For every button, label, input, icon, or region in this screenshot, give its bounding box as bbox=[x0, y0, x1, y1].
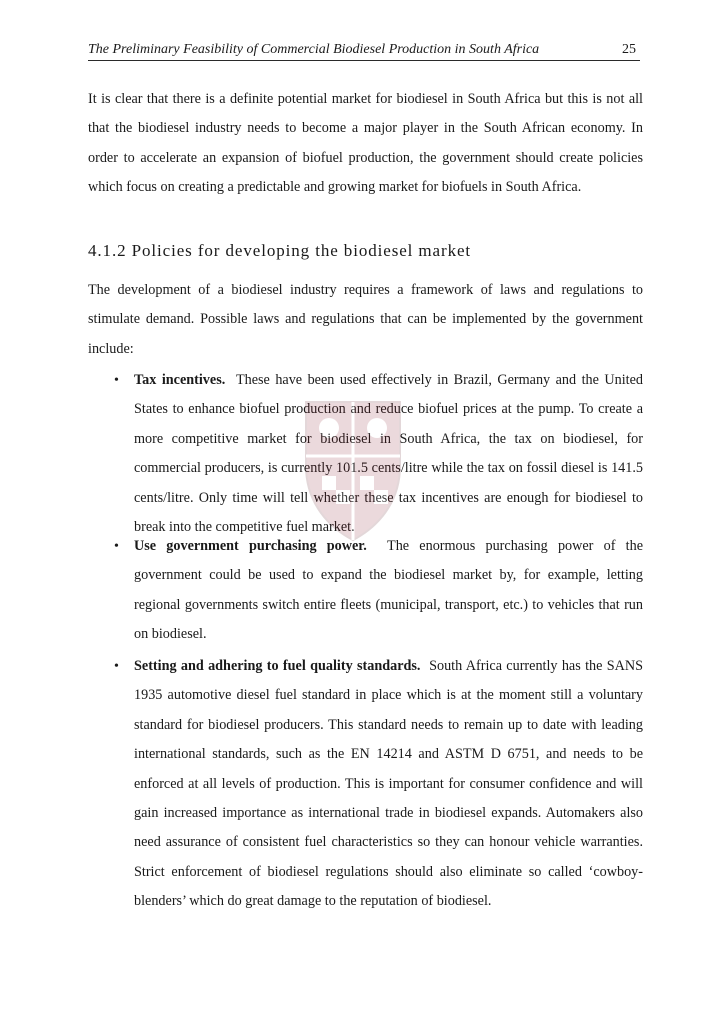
section-paragraph: The development of a biodiesel industry requires a framework of laws and regulations to stimulate demand. Possible laws and regulations that can be implemented by the government include: bbox=[88, 282, 643, 357]
list-item-text bbox=[134, 652, 643, 917]
bullet-icon: • bbox=[114, 659, 119, 674]
bullet-icon: • bbox=[114, 373, 119, 388]
list-item-body: These have been used effectively in Brazil, Germany and the United States to enhance biofuel production and reduce biofuel prices at the pump. To create a more competitive market for biodiesel in South Africa, the tax on biodiesel, for commercial producers, is currently 101.5 cents/litre while the tax on fossil diesel is 141.5 cents/litre. Only time will tell whether these tax incentives are enough for biodiesel to break into the competitive fuel market. bbox=[134, 372, 643, 536]
list-item-title: Setting and adhering to fuel quality standards. bbox=[134, 658, 421, 674]
running-header bbox=[88, 40, 640, 61]
list-item-title: Use government purchasing power. bbox=[134, 538, 367, 554]
page-number: 25 bbox=[622, 42, 636, 57]
bullet-icon: • bbox=[114, 539, 119, 554]
section-heading: 4.1.2 Policies for developing the biodiesel market bbox=[88, 241, 472, 260]
list-item-title: Tax incentives. bbox=[134, 372, 226, 388]
list-item-text bbox=[134, 366, 643, 542]
list-item-body: South Africa currently has the SANS 1935 automotive diesel fuel standard in place which is at the moment still a voluntary standard for biodiesel producers. This standard needs to remain up to date with leading international standards, such as the EN 14214 and ASTM D 6751, and needs to be enforced at all levels of production. This is important for consumer confidence and will gain increased importance as international trade in biodiesel expands. Automakers also need assurance of consistent fuel characteristics so they can honour vehicle warranties. Strict enforcement of biodiesel regulations should also eliminate so called ‘cowboy-blenders’ which do great damage to the reputation of biodiesel. bbox=[134, 658, 643, 910]
header-title: The Preliminary Feasibility of Commercial Biodiesel Production in South Africa bbox=[88, 42, 540, 57]
list-item-text bbox=[134, 532, 643, 650]
intro-paragraph: It is clear that there is a definite potential market for biodiesel in South Africa but this is not all that the biodiesel industry needs to become a major player in the South African economy. In order to accelerate an expansion of biofuel production, the government should create policies which focus on creating a predictable and growing market for biofuels in South Africa. bbox=[88, 91, 643, 196]
list-item-body: The enormous purchasing power of the government could be used to expand the biodiesel market by, for example, letting regional governments switch entire fleets (municipal, transport, etc.) to vehicles that run on biodiesel. bbox=[134, 538, 643, 643]
